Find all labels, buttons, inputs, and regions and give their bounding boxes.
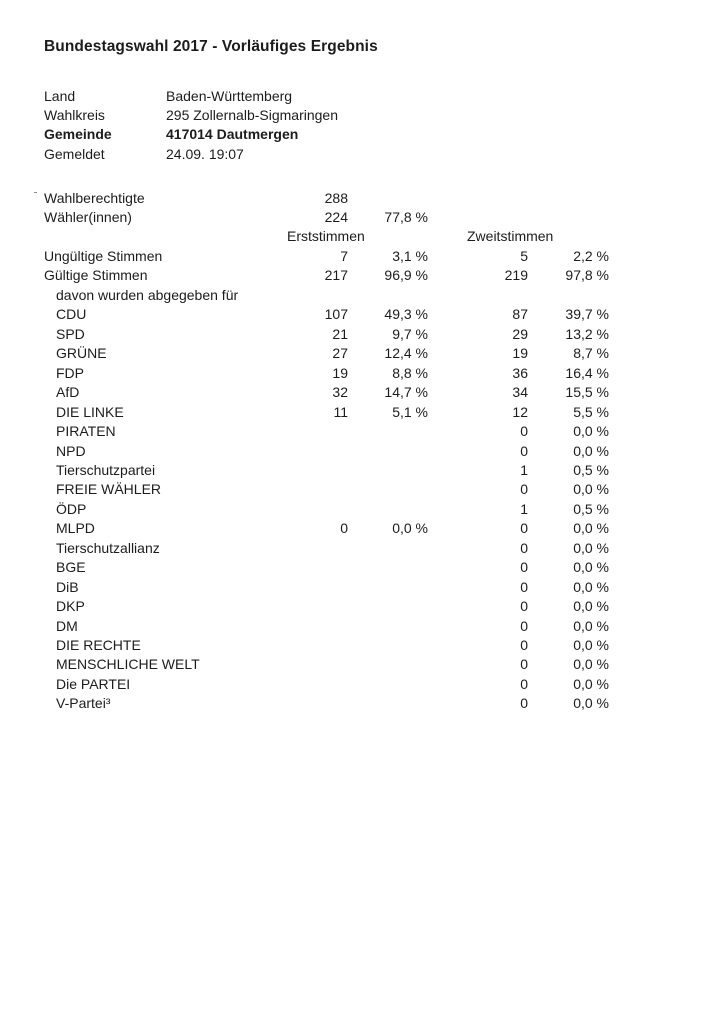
row-label: Gültige Stimmen	[44, 267, 148, 284]
row-label: PIRATEN	[56, 423, 116, 440]
table-row	[0, 343, 724, 363]
zweit-percent: 0,0 %	[573, 617, 609, 634]
zweit-count: 0	[520, 656, 528, 673]
zweit-count: 36	[512, 364, 528, 381]
zweit-percent: 16,4 %	[565, 364, 609, 381]
header-zweitstimmen: Zweitstimmen	[467, 228, 554, 244]
erst-count: 107	[324, 306, 348, 323]
table-row	[0, 265, 724, 285]
zweit-count: 1	[520, 461, 528, 478]
row-label: Ungültige Stimmen	[44, 248, 163, 264]
table-row	[0, 207, 724, 227]
zweit-percent: 0,0 %	[573, 656, 609, 673]
zweit-percent: 0,0 %	[573, 578, 609, 595]
zweit-percent: 13,2 %	[565, 325, 609, 342]
erst-count: 19	[332, 364, 348, 381]
zweit-percent: 5,5 %	[573, 403, 609, 420]
zweit-count: 0	[520, 559, 528, 576]
erst-percent: 77,8 %	[384, 209, 428, 225]
erst-percent: 9,7 %	[392, 325, 428, 342]
row-label: AfD	[56, 384, 80, 401]
table-row	[0, 557, 724, 577]
meta-label-wahlkreis: Wahlkreis	[44, 107, 105, 123]
zweit-count: 0	[520, 598, 528, 615]
erst-percent: 14,7 %	[384, 384, 428, 401]
erst-count: 7	[340, 248, 348, 264]
zweit-percent: 0,0 %	[573, 559, 609, 576]
zweit-count: 12	[512, 403, 528, 420]
zweit-count: 0	[520, 520, 528, 537]
zweit-count: 19	[512, 345, 528, 362]
header-erststimmen: Erststimmen	[287, 228, 365, 244]
erst-count: 11	[333, 403, 348, 420]
erst-percent: 8,8 %	[392, 364, 428, 381]
erst-count: 217	[324, 267, 348, 284]
zweit-count: 0	[520, 481, 528, 498]
zweit-count: 0	[520, 675, 528, 692]
zweit-count: 0	[520, 578, 528, 595]
erst-count: 0	[340, 520, 348, 537]
erst-percent: 49,3 %	[384, 306, 428, 323]
table-row	[0, 324, 724, 344]
zweit-count: 34	[512, 384, 528, 401]
zweit-percent: 0,5 %	[573, 461, 609, 478]
zweit-percent: 0,0 %	[573, 695, 609, 712]
table-row	[0, 246, 724, 266]
row-label: MLPD	[56, 520, 95, 537]
row-label: DKP	[56, 598, 85, 615]
zweit-percent: 15,5 %	[565, 384, 609, 401]
zweit-percent: 0,0 %	[573, 442, 609, 459]
table-row	[0, 479, 724, 499]
row-label: FREIE WÄHLER	[56, 481, 162, 498]
table-row	[0, 654, 724, 674]
erst-percent: 0,0 %	[392, 520, 428, 537]
row-label: DIE LINKE	[56, 403, 124, 420]
table-row	[0, 616, 724, 636]
zweit-count: 5	[520, 248, 528, 264]
table-row	[0, 188, 724, 208]
zweit-count: 87	[512, 306, 528, 323]
row-label: Wahlberechtigte	[44, 190, 145, 206]
row-label: ÖDP	[56, 500, 87, 517]
zweit-count: 0	[520, 423, 528, 440]
row-label: NPD	[56, 442, 86, 459]
zweit-count: 0	[520, 637, 528, 653]
row-label: Wähler(innen)	[44, 209, 132, 225]
zweit-count: 0	[520, 442, 528, 459]
zweit-count: 0	[520, 539, 528, 556]
table-row	[0, 499, 724, 519]
table-row	[0, 577, 724, 597]
zweit-percent: 0,0 %	[573, 481, 609, 498]
zweit-percent: 0,0 %	[573, 520, 609, 537]
erst-count: 288	[324, 190, 348, 206]
meta-value-gemeinde: 417014 Dautmergen	[166, 126, 299, 142]
meta-label-land: Land	[44, 88, 76, 104]
meta-value-land: Baden-Württemberg	[166, 88, 293, 104]
zweit-count: 0	[520, 695, 528, 712]
zweit-count: 1	[520, 500, 528, 517]
table-row	[0, 674, 724, 694]
row-label: V-Partei³	[56, 695, 111, 712]
table-row	[0, 518, 724, 538]
row-label: CDU	[56, 306, 87, 323]
zweit-count: 0	[520, 617, 528, 634]
zweit-percent: 0,0 %	[573, 598, 609, 615]
table-row	[0, 421, 724, 441]
table-row	[0, 304, 724, 324]
erst-percent: 5,1 %	[392, 403, 428, 420]
erst-percent: 12,4 %	[384, 345, 428, 362]
meta-value-wahlkreis: 295 Zollernalb-Sigmaringen	[166, 107, 338, 123]
zweit-percent: 0,0 %	[573, 637, 609, 653]
erst-count: 32	[332, 384, 348, 401]
zweit-percent: 97,8 %	[565, 267, 609, 284]
zweit-percent: 0,0 %	[573, 423, 609, 440]
zweit-count: 219	[504, 267, 528, 284]
table-row	[0, 635, 724, 655]
table-row	[0, 285, 724, 305]
zweit-percent: 2,2 %	[573, 248, 609, 264]
document-title: Bundestagswahl 2017 - Vorläufiges Ergebnis	[44, 38, 378, 55]
zweit-count: 29	[512, 325, 528, 342]
row-label: davon wurden abgegeben für	[56, 286, 239, 303]
row-label: MENSCHLICHE WELT	[56, 656, 200, 673]
row-label: BGE	[56, 559, 86, 576]
row-label: Tierschutzpartei	[56, 461, 156, 478]
row-label: DiB	[56, 578, 79, 595]
table-row	[0, 402, 724, 422]
zweit-percent: 0,5 %	[573, 500, 609, 517]
row-label: Die PARTEI	[56, 675, 131, 692]
row-label: GRÜNE	[56, 345, 107, 362]
row-label: DM	[56, 617, 78, 634]
row-label: SPD	[56, 325, 85, 342]
erst-count: 224	[324, 209, 348, 225]
meta-label-gemeinde: Gemeinde	[44, 126, 112, 142]
zweit-percent: 0,0 %	[573, 539, 609, 556]
table-row	[0, 538, 724, 558]
erst-count: 27	[332, 345, 348, 362]
row-label: Tierschutzallianz	[56, 539, 160, 556]
table-row	[0, 363, 724, 383]
meta-value-gemeldet: 24.09. 19:07	[166, 146, 244, 162]
zweit-percent: 0,0 %	[573, 675, 609, 692]
table-row	[0, 693, 724, 713]
erst-percent: 3,1 %	[392, 248, 428, 264]
meta-label-gemeldet: Gemeldet	[44, 146, 105, 162]
table-row	[0, 596, 724, 616]
erst-percent: 96,9 %	[384, 267, 428, 284]
zweit-percent: 39,7 %	[565, 306, 609, 323]
zweit-percent: 8,7 %	[573, 345, 609, 362]
erst-count: 21	[332, 325, 348, 342]
row-label: DIE RECHTE	[56, 637, 141, 653]
table-row	[0, 441, 724, 461]
row-label: FDP	[56, 364, 84, 381]
table-row	[0, 382, 724, 402]
table-row	[0, 460, 724, 480]
